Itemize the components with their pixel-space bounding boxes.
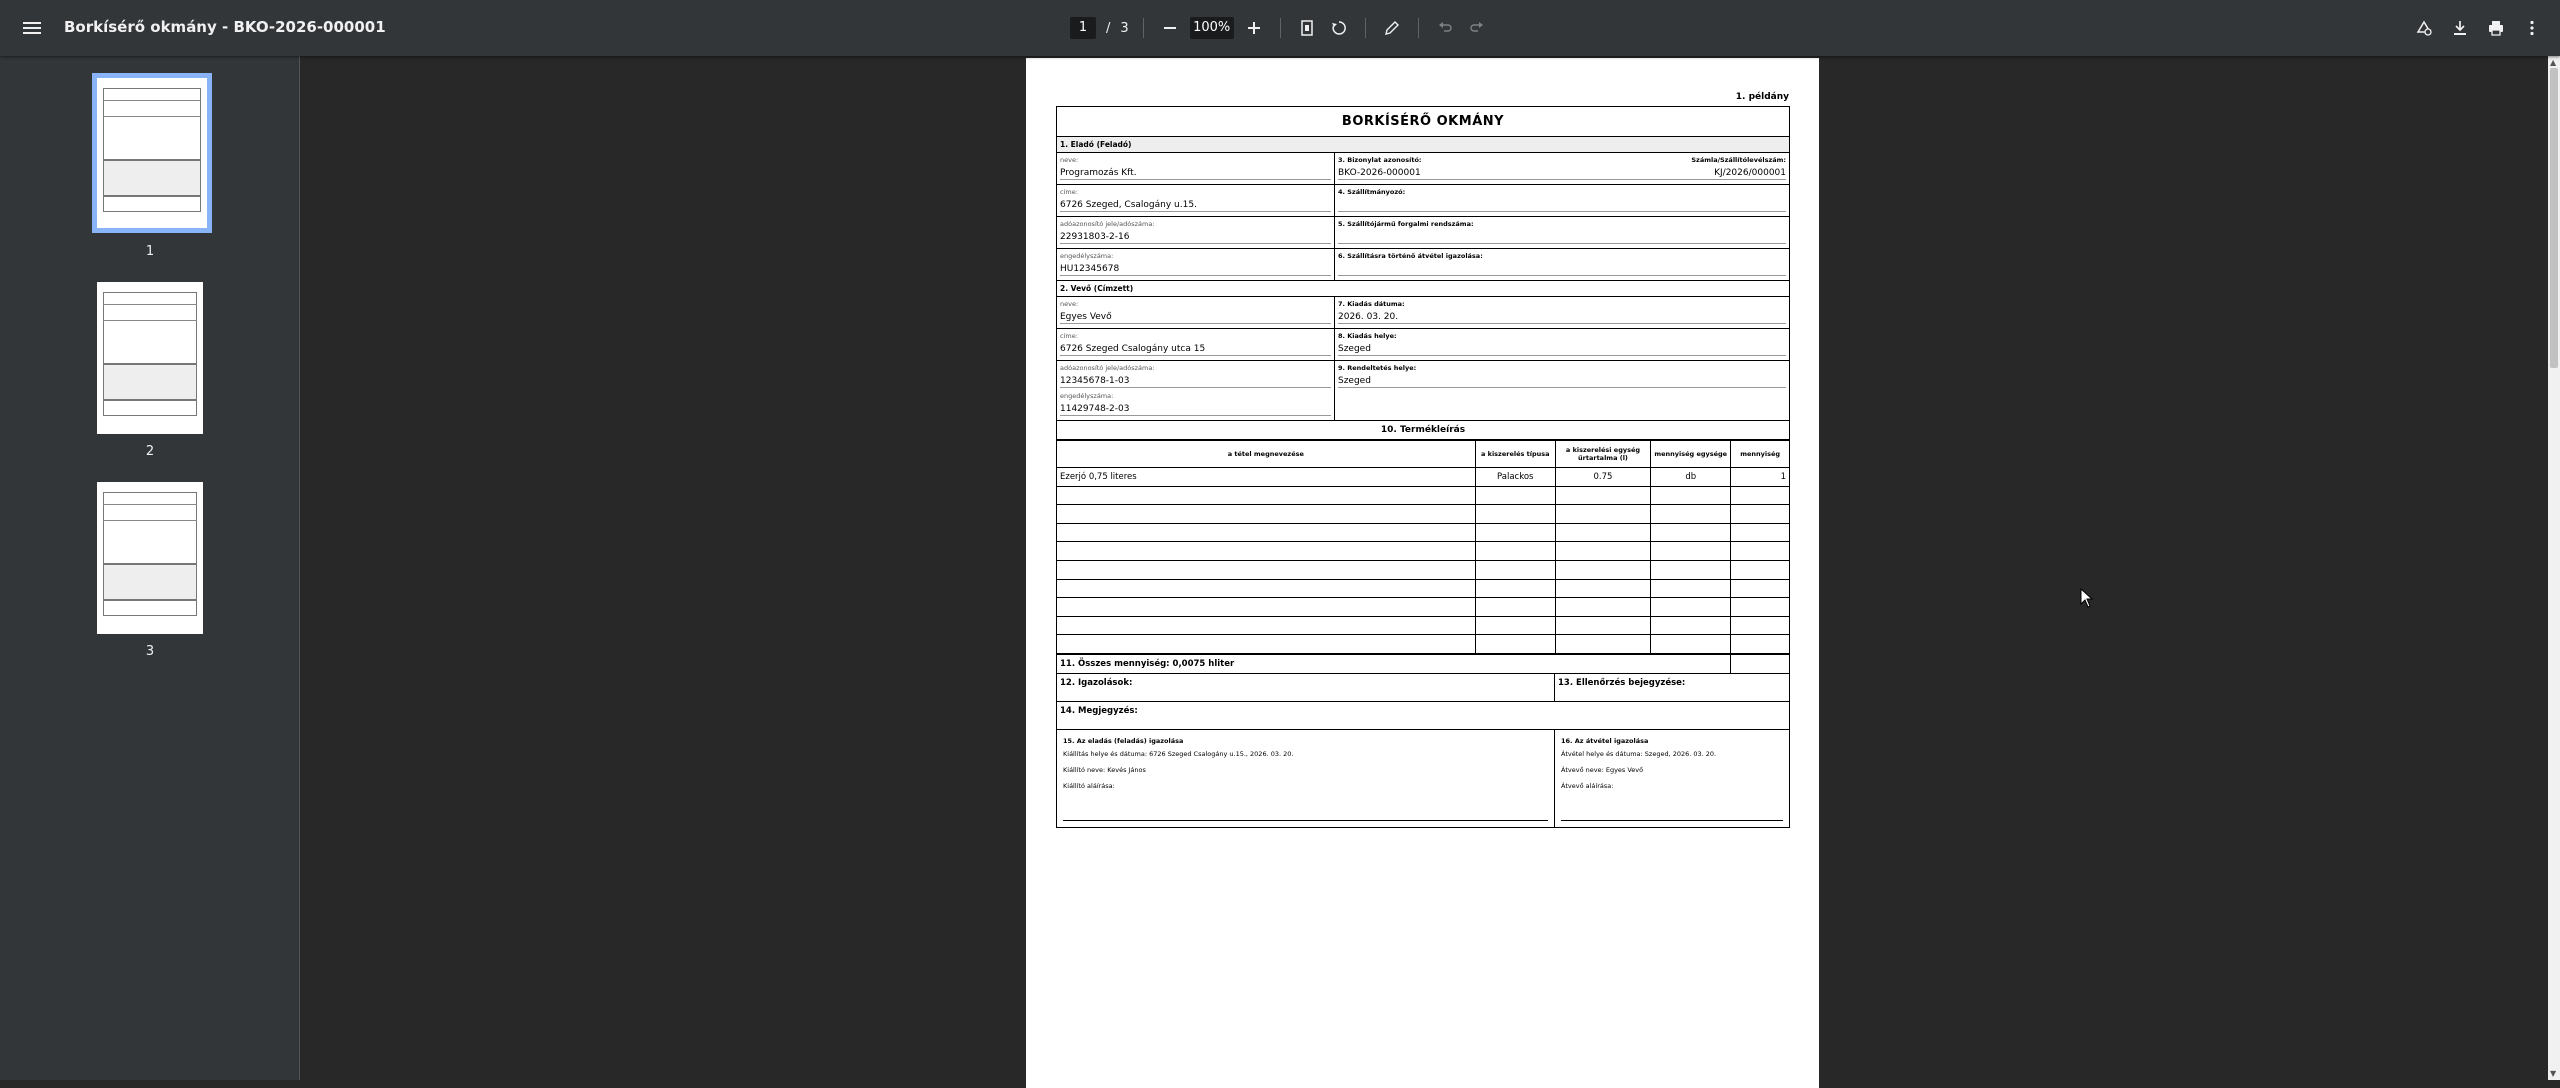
pdf-toolbar — [0, 0, 2560, 56]
issue-place-cell — [1335, 329, 1789, 360]
package-type-cell — [1475, 635, 1555, 654]
seller-row — [1057, 249, 1789, 280]
table-row — [1057, 523, 1789, 542]
volume-cell — [1555, 486, 1650, 505]
unit-cell — [1651, 616, 1731, 635]
field-label: 8. Kiadás helye: — [1338, 332, 1397, 340]
quantity-cell: 1 — [1731, 468, 1789, 487]
thumbnail-sidebar — [0, 56, 300, 1080]
seller-row — [1057, 153, 1789, 185]
thumb-form-box — [103, 292, 197, 364]
item-name-cell: Ezerjó 0,75 literes — [1057, 468, 1475, 487]
signature-line — [1561, 820, 1783, 821]
field-label: 5. Szállítójármű forgalmi rendszáma: — [1338, 220, 1474, 228]
seller-section-header: 1. Eladó (Feladó) — [1057, 137, 1789, 153]
unit-cell — [1651, 579, 1731, 598]
seller-address-field: 6726 Szeged, Csalogány u.15. — [1060, 200, 1331, 212]
seller-row — [1057, 217, 1789, 249]
package-type-cell — [1475, 616, 1555, 635]
field-label: neve: — [1060, 156, 1079, 164]
volume-cell: 0.75 — [1555, 468, 1650, 487]
zoom-input[interactable]: 100% — [1190, 17, 1234, 39]
item-name-cell — [1057, 486, 1475, 505]
total-quantity: 11. Összes mennyiség: 0,0075 hliter — [1057, 655, 1731, 673]
buyer-license-field: 11429748-2-03 — [1060, 404, 1331, 416]
toolbar-actions — [2412, 16, 2544, 40]
page-thumbnail-1[interactable] — [97, 78, 207, 228]
unit-cell — [1651, 598, 1731, 617]
package-type-cell — [1475, 486, 1555, 505]
thumb-table-box — [103, 564, 197, 600]
page-thumbnail-3[interactable] — [97, 482, 203, 634]
destination-field: Szeged — [1338, 376, 1786, 388]
carrier-cell — [1335, 185, 1789, 216]
thumb-line — [103, 320, 197, 321]
scroll-up-icon[interactable]: ▲ — [2550, 58, 2557, 67]
unit-cell — [1651, 560, 1731, 579]
thumb-sign-box — [103, 196, 201, 212]
item-name-cell — [1057, 616, 1475, 635]
minus-icon[interactable] — [1158, 16, 1182, 40]
thumb-line — [103, 100, 201, 101]
page-thumbnail-2[interactable] — [97, 282, 203, 434]
package-type-cell: Palackos — [1475, 468, 1555, 487]
invoice-field: KJ/2026/000001 — [1714, 168, 1786, 178]
item-name-cell — [1057, 542, 1475, 561]
signature-line — [1063, 820, 1548, 821]
receipt-cell — [1335, 249, 1789, 280]
vehicle-cell — [1335, 217, 1789, 248]
receive-certification — [1555, 730, 1789, 827]
buyer-address-field: 6726 Szeged Csalogány utca 15 — [1060, 344, 1331, 356]
volume-cell — [1555, 616, 1650, 635]
destination-cell — [1335, 361, 1789, 420]
column-header: mennyiség — [1731, 441, 1789, 468]
buyer-ids-cell — [1057, 361, 1335, 420]
inspection-label: 13. Ellenőrzés bejegyzése: — [1558, 677, 1686, 688]
thumbnail-label: 1 — [145, 244, 155, 259]
field-label: adóazonosító jele/adószáma: — [1060, 220, 1155, 228]
unit-cell — [1651, 523, 1731, 542]
thumb-table-box — [103, 364, 197, 400]
buyer-name-field: Egyes Vevő — [1060, 312, 1331, 324]
plus-icon[interactable] — [1242, 16, 1266, 40]
sale-certification — [1057, 730, 1555, 827]
buyer-tax-field: 12345678-1-03 — [1060, 376, 1331, 388]
scrollbar-thumb[interactable] — [2550, 68, 2558, 368]
receipt-field — [1338, 264, 1786, 276]
seller-address-cell — [1057, 185, 1335, 216]
total-pages: 3 — [1120, 20, 1129, 36]
item-name-cell — [1057, 598, 1475, 617]
thumb-line — [103, 504, 197, 505]
quantity-cell — [1731, 579, 1789, 598]
table-row — [1057, 542, 1789, 561]
scroll-down-icon[interactable]: ▼ — [2550, 1069, 2557, 1078]
doc-id-values — [1338, 168, 1786, 180]
undo-icon[interactable] — [1433, 16, 1457, 40]
divider — [1280, 18, 1281, 38]
unit-cell — [1651, 486, 1731, 505]
receive-cert-signature: Átvevő aláírása: — [1561, 781, 1614, 790]
certificates-row — [1057, 674, 1789, 702]
document-title: Borkísérő okmány - BKO-2026-000001 — [64, 18, 386, 36]
rotate-icon[interactable] — [1327, 16, 1351, 40]
package-type-cell — [1475, 542, 1555, 561]
doc-id-labels — [1338, 156, 1786, 164]
item-name-cell — [1057, 560, 1475, 579]
column-header: a kiszerelési egység űrtartalma (l) — [1555, 441, 1650, 468]
receive-cert-place-date: Átvétel helye és dátuma: Szeged, 2026. 03. 20. — [1561, 749, 1717, 758]
divider — [1365, 18, 1366, 38]
issue-place-field: Szeged — [1338, 344, 1786, 356]
thumb-line — [103, 116, 201, 117]
total-quantity-row — [1057, 654, 1789, 674]
field-label: 9. Rendeltetés helye: — [1338, 364, 1417, 372]
page-number-input[interactable]: 1 — [1070, 17, 1096, 39]
buyer-row — [1057, 297, 1789, 329]
field-label: címe: — [1060, 332, 1078, 340]
form-heading: BORKÍSÉRŐ OKMÁNY — [1057, 107, 1789, 137]
field-label: engedélyszáma: — [1060, 252, 1114, 260]
volume-cell — [1555, 598, 1650, 617]
receive-cert-title: 16. Az átvétel igazolása — [1561, 736, 1649, 745]
seller-license-cell — [1057, 249, 1335, 280]
unit-cell: db — [1651, 468, 1731, 487]
item-name-cell — [1057, 579, 1475, 598]
table-row — [1057, 579, 1789, 598]
issue-date-cell — [1335, 297, 1789, 328]
redo-icon[interactable] — [1465, 16, 1489, 40]
seller-license-field: HU12345678 — [1060, 264, 1331, 276]
sale-cert-place-date: Kiállítás helye és dátuma: 6726 Szeged Csalogány u.15., 2026. 03. 20. — [1063, 749, 1294, 758]
mouse-pointer-icon — [2080, 588, 2094, 612]
volume-cell — [1555, 635, 1650, 654]
quantity-cell — [1731, 598, 1789, 617]
thumb-table-box — [103, 160, 201, 196]
table-row — [1057, 505, 1789, 524]
thumb-line — [103, 520, 197, 521]
table-row — [1057, 598, 1789, 617]
divider — [1143, 18, 1144, 38]
buyer-section-header: 2. Vevő (Címzett) — [1057, 280, 1789, 297]
receive-cert-receiver: Átvevő neve: Egyes Vevő — [1561, 765, 1644, 774]
certificates-label: 12. Igazolások: — [1057, 674, 1555, 701]
carrier-field — [1338, 200, 1786, 212]
divider — [1418, 18, 1419, 38]
doc-id-field: BKO-2026-000001 — [1338, 168, 1421, 178]
column-header: a tétel megnevezése — [1057, 441, 1475, 468]
fit-page-icon[interactable] — [1295, 16, 1319, 40]
column-header: a kiszerelés típusa — [1475, 441, 1555, 468]
quantity-cell — [1731, 616, 1789, 635]
field-label: 4. Szállítmányozó: — [1338, 188, 1406, 196]
sale-cert-issuer: Kiállító neve: Kevés János — [1063, 765, 1146, 774]
quantity-cell — [1731, 635, 1789, 654]
package-type-cell — [1475, 598, 1555, 617]
thumbnail-label: 3 — [145, 644, 155, 659]
more-vert-icon[interactable] — [2520, 16, 2544, 40]
page-controls — [1070, 0, 1489, 56]
package-type-cell — [1475, 579, 1555, 598]
thumb-line — [103, 304, 197, 305]
table-row — [1057, 616, 1789, 635]
seller-tax-cell — [1057, 217, 1335, 248]
quantity-cell — [1731, 505, 1789, 524]
volume-cell — [1555, 505, 1650, 524]
field-label: engedélyszáma: — [1060, 392, 1114, 400]
products-table — [1057, 440, 1789, 654]
menu-icon[interactable] — [20, 16, 44, 40]
volume-cell — [1555, 560, 1650, 579]
vehicle-field — [1338, 232, 1786, 244]
quantity-cell — [1731, 560, 1789, 579]
thumb-sign-box — [103, 600, 197, 616]
table-row — [1057, 635, 1789, 654]
download-icon[interactable] — [2448, 16, 2472, 40]
quantity-cell — [1731, 523, 1789, 542]
package-type-cell — [1475, 560, 1555, 579]
thumb-form-box — [103, 88, 201, 160]
field-label: címe: — [1060, 188, 1078, 196]
field-label: neve: — [1060, 300, 1079, 308]
buyer-name-cell — [1057, 297, 1335, 328]
item-name-cell — [1057, 635, 1475, 654]
thumbnail-label: 2 — [145, 444, 155, 459]
field-label: 3. Bizonylat azonosító: — [1338, 156, 1422, 164]
buyer-address-cell — [1057, 329, 1335, 360]
total-quantity-blank — [1731, 655, 1789, 673]
volume-cell — [1555, 523, 1650, 542]
volume-cell — [1555, 579, 1650, 598]
item-name-cell — [1057, 523, 1475, 542]
issue-date-field: 2026. 03. 20. — [1338, 312, 1786, 324]
sale-cert-signature: Kiállító aláírása: — [1063, 781, 1115, 790]
page-separator: / — [1106, 20, 1111, 36]
sale-cert-title: 15. Az eladás (feladás) igazolása — [1063, 736, 1184, 745]
seller-name-field: Programozás Kft. — [1060, 168, 1331, 180]
unit-cell — [1651, 542, 1731, 561]
pen-icon[interactable] — [1380, 16, 1404, 40]
quantity-cell — [1731, 486, 1789, 505]
column-header: mennyiség egysége — [1651, 441, 1731, 468]
form-container — [1056, 106, 1790, 828]
vertical-scrollbar[interactable] — [2548, 56, 2560, 1080]
thumb-form-box — [103, 492, 197, 564]
field-label: Számla/Szállítólevélszám: — [1691, 156, 1786, 164]
table-row — [1057, 468, 1789, 487]
field-label: 7. Kiadás dátuma: — [1338, 300, 1405, 308]
field-label: adóazonosító jele/adószáma: — [1060, 364, 1155, 372]
pdf-page-1 — [1026, 58, 1819, 1088]
table-row — [1057, 560, 1789, 579]
unit-cell — [1651, 635, 1731, 654]
volume-cell — [1555, 542, 1650, 561]
table-header-row — [1057, 441, 1789, 468]
seller-row — [1057, 185, 1789, 217]
quantity-cell — [1731, 542, 1789, 561]
package-type-cell — [1475, 523, 1555, 542]
seller-name-cell — [1057, 153, 1335, 184]
package-type-cell — [1475, 505, 1555, 524]
signature-row — [1057, 730, 1789, 827]
field-label: 6. Szállításra történő átvétel igazolása: — [1338, 252, 1483, 260]
item-name-cell — [1057, 505, 1475, 524]
thumb-sign-box — [103, 400, 197, 416]
copy-label: 1. példány — [1735, 92, 1789, 102]
seller-tax-field: 22931803-2-16 — [1060, 232, 1331, 244]
buyer-row — [1057, 361, 1789, 420]
products-title: 10. Termékleírás — [1057, 420, 1789, 440]
notes-row: 14. Megjegyzés: — [1057, 702, 1789, 730]
print-icon[interactable] — [2484, 16, 2508, 40]
table-row — [1057, 486, 1789, 505]
buyer-row — [1057, 329, 1789, 361]
doc-id-cell — [1335, 153, 1789, 184]
unit-cell — [1651, 505, 1731, 524]
drive-icon[interactable] — [2412, 16, 2436, 40]
